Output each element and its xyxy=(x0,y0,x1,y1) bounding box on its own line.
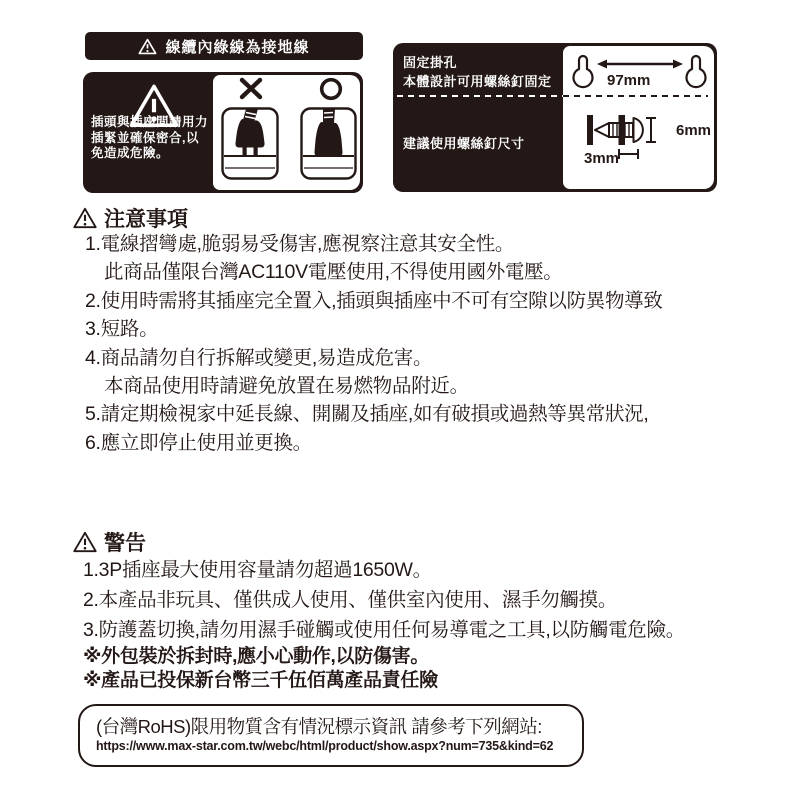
screw-diameter-label: 3mm xyxy=(584,150,620,167)
divider-dashed xyxy=(563,95,708,97)
rohs-info-box xyxy=(78,704,584,767)
mounting-panel xyxy=(393,43,717,192)
notice-item: 5.請定期檢視家中延長線、開關及插座,如有破損或過熱等異常狀況, xyxy=(85,403,649,426)
ground-wire-banner xyxy=(85,32,363,60)
plug-warning-text: 插頭與插座間請用力 插緊並確保密合,以 免造成危險。 xyxy=(91,115,209,160)
hole-distance-label: 97mm xyxy=(607,72,651,89)
warning-title: 警告 xyxy=(104,532,146,555)
keyhole-mount-icon xyxy=(570,54,596,92)
warning-item: 2.本產品非玩具、僅供成人使用、僅供室內使用、濕手勿觸摸。 xyxy=(83,589,618,611)
ground-wire-banner-text: 線纜內綠線為接地線 xyxy=(165,38,310,56)
screw-size-title: 建議使用螺絲釘尺寸 xyxy=(403,136,525,151)
warning-triangle-icon xyxy=(73,207,97,229)
warning-item: 1.3P插座最大使用容量請勿超過1650W。 xyxy=(83,559,432,581)
mount-hole-title: 固定掛孔 xyxy=(403,55,458,70)
notice-item: 4.商品請勿自行拆解或變更,易造成危害。 xyxy=(85,346,433,369)
notice-item: 3.短路。 xyxy=(85,318,159,341)
notice-heading xyxy=(73,203,188,233)
plug-warning-panel xyxy=(83,72,363,193)
warning-list xyxy=(83,555,685,645)
footnote: ※產品已投保新台幣三千伍佰萬產品責任險 xyxy=(83,669,438,691)
screw-head-size-label: 6mm xyxy=(676,122,712,139)
plug-fully-inserted-icon xyxy=(300,107,357,180)
warning-item: 3.防護蓋切換,請勿用濕手碰觸或使用任何易導電之工具,以防觸電危險。 xyxy=(83,619,685,641)
mount-diagram-area xyxy=(563,46,714,189)
divider-dashed xyxy=(397,95,563,97)
rohs-url-text: https://www.max-star.com.tw/webc/html/product/show.aspx?num=735&kind=62 xyxy=(96,739,554,753)
plug-examples-area xyxy=(213,75,360,190)
warning-heading xyxy=(73,527,146,557)
distance-arrow-icon xyxy=(596,57,684,71)
notice-item: 2.使用時需將其插座完全置入,插頭與插座中不可有空隙以防異物導致 xyxy=(85,289,663,312)
footnotes xyxy=(83,645,438,692)
circle-mark-icon xyxy=(319,77,343,101)
notice-title: 注意事項 xyxy=(104,208,188,231)
notice-item: 1.電線摺彎處,脆弱易受傷害,應視察注意其安全性。 xyxy=(85,233,515,255)
notice-list xyxy=(85,230,663,457)
footnote: ※外包裝於拆封時,應小心動作,以防傷害。 xyxy=(83,646,430,667)
mount-hole-subtitle: 本體設計可用螺絲釘固定 xyxy=(403,74,552,89)
notice-item: 本商品使用時請避免放置在易燃物品附近。 xyxy=(104,375,469,398)
warning-triangle-icon xyxy=(138,38,157,55)
plug-partially-inserted-icon xyxy=(221,107,279,180)
warning-triangle-icon xyxy=(73,531,97,553)
x-mark-icon xyxy=(238,77,264,100)
notice-item: 6.應立即停止使用並更換。 xyxy=(85,431,312,454)
rohs-intro-text: (台灣RoHS)限用物質含有情況標示資訊 請參考下列網站: xyxy=(96,716,542,737)
notice-item: 此商品僅限台灣AC110V電壓使用,不得使用國外電壓。 xyxy=(104,261,563,284)
keyhole-mount-icon xyxy=(683,54,709,92)
